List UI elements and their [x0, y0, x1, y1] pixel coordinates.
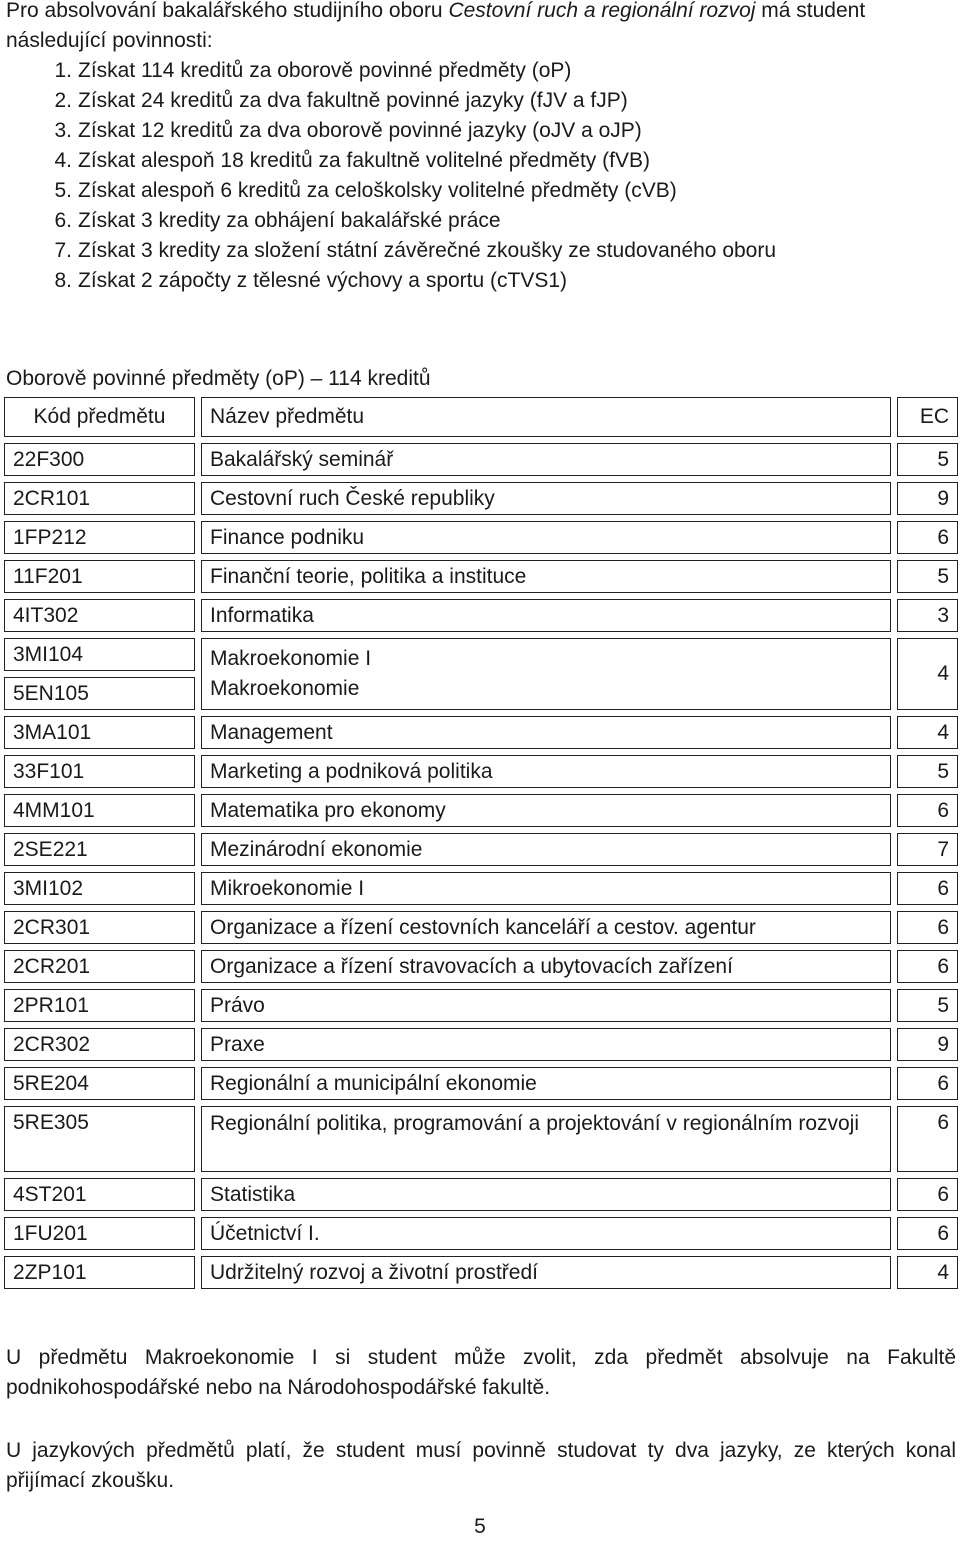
course-name: Marketing a podniková politika	[201, 755, 891, 788]
table-row	[4, 755, 958, 788]
course-ec: 6	[897, 1106, 958, 1172]
table-row	[4, 872, 958, 905]
duty-text: Získat 3 kredity za obhájení bakalářské práce	[78, 209, 501, 232]
course-name: Mezinárodní ekonomie	[201, 833, 891, 866]
courses-table	[4, 397, 958, 1295]
header-code: Kód předmětu	[4, 397, 195, 437]
table-row	[4, 1028, 958, 1061]
duties-list	[6, 56, 956, 296]
duty-number: 3.	[54, 119, 72, 142]
course-ec: 6	[897, 794, 958, 827]
course-code: 3MI102	[4, 872, 195, 905]
duty-item	[6, 146, 956, 176]
note-languages: U jazykových předmětů platí, že student musí povinně studovat ty dva jazyky, ze kterých konal přijímací zkoušku.	[6, 1439, 956, 1492]
course-name: Informatika	[201, 599, 891, 632]
intro-paragraph	[6, 0, 956, 56]
course-code: 4MM101	[4, 794, 195, 827]
course-ec: 5	[897, 755, 958, 788]
course-name: Makroekonomie	[210, 677, 360, 700]
course-code: 22F300	[4, 443, 195, 476]
course-ec: 3	[897, 599, 958, 632]
course-ec: 7	[897, 833, 958, 866]
course-code: 4IT302	[4, 599, 195, 632]
table-row	[4, 1106, 958, 1172]
duty-item	[6, 236, 956, 266]
note-macroeconomics: U předmětu Makroekonomie I si student může zvolit, zda předmět absolvuje na Fakultě podnikohospodářské nebo na Národohospodářské fakultě.	[6, 1346, 956, 1399]
table-row	[4, 1256, 958, 1289]
course-name: Finance podniku	[201, 521, 891, 554]
course-ec: 5	[897, 560, 958, 593]
table-row	[4, 716, 958, 749]
course-code: 2SE221	[4, 833, 195, 866]
course-name: Management	[201, 716, 891, 749]
course-ec: 9	[897, 1028, 958, 1061]
duty-item	[6, 56, 956, 86]
program-name: Cestovní ruch a regionální rozvoj	[448, 0, 756, 22]
course-name: Organizace a řízení stravovacích a ubytovacích zařízení	[201, 950, 891, 983]
duty-item	[6, 206, 956, 236]
course-code: 2CR101	[4, 482, 195, 515]
course-ec: 6	[897, 1217, 958, 1250]
course-code: 4ST201	[4, 1178, 195, 1211]
duty-text: Získat alespoň 6 kreditů za celoškolsky volitelné předměty (cVB)	[78, 179, 677, 202]
table-row	[4, 1067, 958, 1100]
table-row	[4, 443, 958, 476]
course-code: 11F201	[4, 560, 195, 593]
intro-prefix: Pro absolvování bakalářského studijního oboru	[6, 0, 449, 22]
course-name: Organizace a řízení cestovních kanceláří a cestov. agentur	[201, 911, 891, 944]
table-row	[4, 911, 958, 944]
duty-text: Získat alespoň 18 kreditů za fakultně volitelné předměty (fVB)	[78, 149, 650, 172]
course-name: Mikroekonomie I	[201, 872, 891, 905]
duty-number: 4.	[54, 149, 72, 172]
course-ec: 4	[897, 1256, 958, 1289]
course-code: 2CR301	[4, 911, 195, 944]
course-ec: 6	[897, 521, 958, 554]
header-name: Název předmětu	[201, 397, 891, 437]
course-ec: 6	[897, 1067, 958, 1100]
section-title: Oborově povinné předměty (oP) – 114 kreditů	[6, 367, 431, 390]
duty-text: Získat 2 zápočty z tělesné výchovy a sportu (cTVS1)	[78, 269, 568, 292]
course-name: Matematika pro ekonomy	[201, 794, 891, 827]
table-row	[4, 1217, 958, 1250]
table-row	[4, 521, 958, 554]
course-ec: 6	[897, 872, 958, 905]
duty-number: 5.	[54, 179, 72, 202]
course-code: 3MI104	[4, 638, 195, 671]
course-name: Udržitelný rozvoj a životní prostředí	[201, 1256, 891, 1289]
course-ec: 4	[897, 716, 958, 749]
course-name: Účetnictví I.	[201, 1217, 891, 1250]
duty-item	[6, 116, 956, 146]
table-row	[4, 1178, 958, 1211]
course-code: 2PR101	[4, 989, 195, 1022]
course-ec: 9	[897, 482, 958, 515]
course-name: Praxe	[201, 1028, 891, 1061]
duty-text: Získat 12 kreditů za dva oborově povinné jazyky (oJV a oJP)	[78, 119, 642, 142]
course-code: 2ZP101	[4, 1256, 195, 1289]
course-code: 5EN105	[4, 677, 195, 710]
duty-number: 7.	[54, 239, 72, 262]
header-ec: EC	[897, 397, 958, 437]
duty-number: 2.	[54, 89, 72, 112]
duty-text: Získat 114 kreditů za oborově povinné předměty (oP)	[78, 59, 572, 82]
table-row	[4, 989, 958, 1022]
page-number: 5	[474, 1515, 486, 1538]
course-ec: 5	[897, 989, 958, 1022]
table-header-row	[4, 397, 958, 437]
grouped-codes	[4, 638, 195, 710]
table-row	[4, 482, 958, 515]
intro-suffix: má student následující povinnosti:	[6, 0, 866, 52]
course-ec: 5	[897, 443, 958, 476]
course-code: 2CR201	[4, 950, 195, 983]
course-name: Právo	[201, 989, 891, 1022]
course-code: 3MA101	[4, 716, 195, 749]
course-code: 5RE305	[4, 1106, 195, 1172]
course-name: Regionální politika, programování a projektování v regionálním rozvoji	[201, 1106, 891, 1172]
table-row	[4, 560, 958, 593]
duty-text: Získat 3 kredity za složení státní závěrečné zkoušky ze studovaného oboru	[78, 239, 777, 262]
course-name: Statistika	[201, 1178, 891, 1211]
table-row	[4, 833, 958, 866]
table-row	[4, 794, 958, 827]
course-ec: 6	[897, 1178, 958, 1211]
course-name: Cestovní ruch České republiky	[201, 482, 891, 515]
duty-number: 6.	[54, 209, 72, 232]
duty-item	[6, 176, 956, 206]
duty-text: Získat 24 kreditů za dva fakultně povinné jazyky (fJV a fJP)	[78, 89, 628, 112]
table-row	[4, 950, 958, 983]
course-code: 1FP212	[4, 521, 195, 554]
table-row-grouped	[4, 638, 958, 710]
course-ec: 6	[897, 950, 958, 983]
duty-number: 1.	[54, 59, 72, 82]
course-ec: 4	[897, 638, 958, 710]
grouped-names	[201, 638, 891, 710]
course-name: Bakalářský seminář	[201, 443, 891, 476]
course-code: 5RE204	[4, 1067, 195, 1100]
intro-section	[6, 0, 956, 296]
course-code: 1FU201	[4, 1217, 195, 1250]
course-name: Finanční teorie, politika a instituce	[201, 560, 891, 593]
course-code: 33F101	[4, 755, 195, 788]
course-name: Regionální a municipální ekonomie	[201, 1067, 891, 1100]
duty-number: 8.	[54, 269, 72, 292]
course-code: 2CR302	[4, 1028, 195, 1061]
duty-item	[6, 86, 956, 116]
duty-item	[6, 266, 956, 296]
course-ec: 6	[897, 911, 958, 944]
course-name: Makroekonomie I	[210, 647, 372, 670]
table-row	[4, 599, 958, 632]
